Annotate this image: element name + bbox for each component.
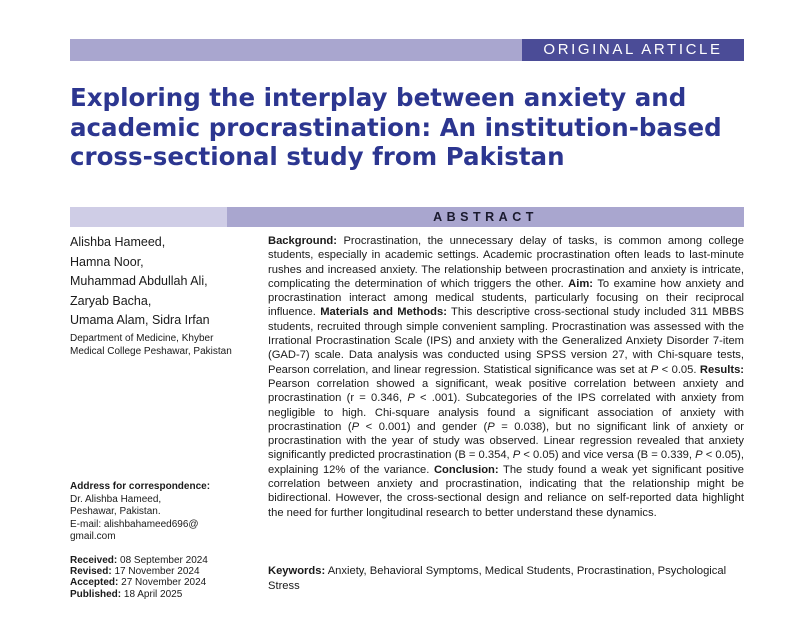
authors-bar [70,207,227,227]
methods-label: Materials and Methods: [320,306,447,319]
background-label: Background: [268,235,337,247]
date-published: Published: 18 April 2025 [70,588,183,600]
correspondence-email-cont: gmail.com [70,531,116,542]
abstract-text: Background: Procrastination, the unnecessary delay of tasks, is common among college students, especially in academic settings. Academic procrastination often leads to last-minute rushes and increased anxiety. The relationship between procrastination and anxiety is intricate, complicating the determination of which triggers the other. Aim: To examine how anxiety and procrastination interact among medical students, particularly focusing on their reciprocal influence. Materials and Methods: This descriptive cross-sectional study included 311 MBBS students, recruited through simple convenient sampling. Procrastination was assessed with the Irrational Procrastination Scale (IPS) and anxiety with the Generalized Anxiety Disorder 7-item (GAD-7) scale. Data analysis was conducted using SPSS version 27, with Chi-square tests, Pearson correlation, and linear regression. Statistical significance was set at P < 0.05. Results: Pearson correlation showed a significant, weak positive correlation between anxiety and procrastination (r = 0.346, P < .001). Subcategories of the IPS correlated with anxiety from negligible to high. Chi-square analysis found a significant association of anxiety with procrastination (P < 0.001) and gender (P = 0.038), but no significant link of anxiety or procrastination with the year of study was observed. Linear regression revealed that anxiety significantly predicted procrastination (B = 0.354, P < 0.05) and vice versa (B = 0.339, P < 0.05), explaining 12% of the variance. Conclusion: The study found a weak yet significant positive correlation between anxiety and procrastination, indicating that the relationship might be bidirectional. However, the cross-sectional design and reliance on self-reported data highlight the need for further longitudinal research to better understand these dynamics. [268,235,745,519]
author-name: Muhammad Abdullah Ali, [70,274,208,288]
aim-label: Aim: [568,277,594,290]
keywords-text: Anxiety, Behavioral Symptoms, Medical Students, Procrastination, Psychological Stress [268,565,727,592]
correspondence-address: Peshawar, Pakistan. [70,506,161,517]
abstract-heading: ABSTRACT [433,210,538,224]
date-received: Received: 08 September 2024 [70,555,208,566]
results-label: Results: [699,363,745,376]
date-accepted: Accepted: 27 November 2024 [70,577,207,589]
author-list [70,233,240,331]
correspondence-name: Dr. Alishba Hameed, [70,493,162,505]
date-revised: Revised: 17 November 2024 [70,566,200,578]
methods-text: This descriptive cross-sectional study included 311 MBBS students, recruited through simple convenient sampling. Procrastination was assessed with the Irrational Procrastination Scale (IPS) and anxiety with the Generalized Anxiety Disorder 7-item (GAD-7) scale. Data analysis was conducted using SPSS version 27, with Chi-square tests, Pearson correlation, and linear regression. Statistical significance was set at [268,306,745,376]
author-name: Umama Alam, Sidra Irfan [70,313,210,327]
correspondence-block [70,481,245,544]
correspondence-label: Address for correspondence: [70,481,211,492]
author-name: Hamna Noor, [70,254,144,269]
keywords [268,564,744,593]
author-name: Zaryab Bacha, [70,293,152,308]
background-text: Procrastination, the unnecessary delay of tasks, is common among college students, especially in academic settings. Academic procrastination often leads to last-minute rushes and increased anxiety. The relationship between procrastination and anxiety is intricate, complicating the determination of which triggers the other. [268,235,744,290]
author-name: Alishba Hameed, [70,235,166,249]
aim-text: To examine how anxiety and procrastination interact among medical students, particularly focusing on their reciprocal influence. [268,277,744,319]
dates-block [70,555,245,600]
article-title: Exploring the interplay between anxiety and academic procrastination: An institution-based cross-sectional study from Pakistan [70,83,722,171]
correspondence-email: E-mail: alishbahameed696@ [70,518,199,530]
affiliation: Department of Medicine, Khyber Medical College Peshawar, Pakistan [70,333,232,357]
article-type-label: ORIGINAL ARTICLE [522,39,744,61]
conclusion-text: The study found a weak yet significant positive correlation between anxiety and procrastination, indicating that the relationship might be bidirectional. However, the cross-sectional design and reliance on self-reported data highlight the need for further longitudinal research to better understand these dynamics. [268,463,745,519]
results-text: Pearson correlation showed a significant, weak positive correlation between anxiety and procrastination (r = 0.346, [268,377,744,405]
conclusion-label: Conclusion: [433,463,499,476]
keywords-label: Keywords: [268,565,326,577]
